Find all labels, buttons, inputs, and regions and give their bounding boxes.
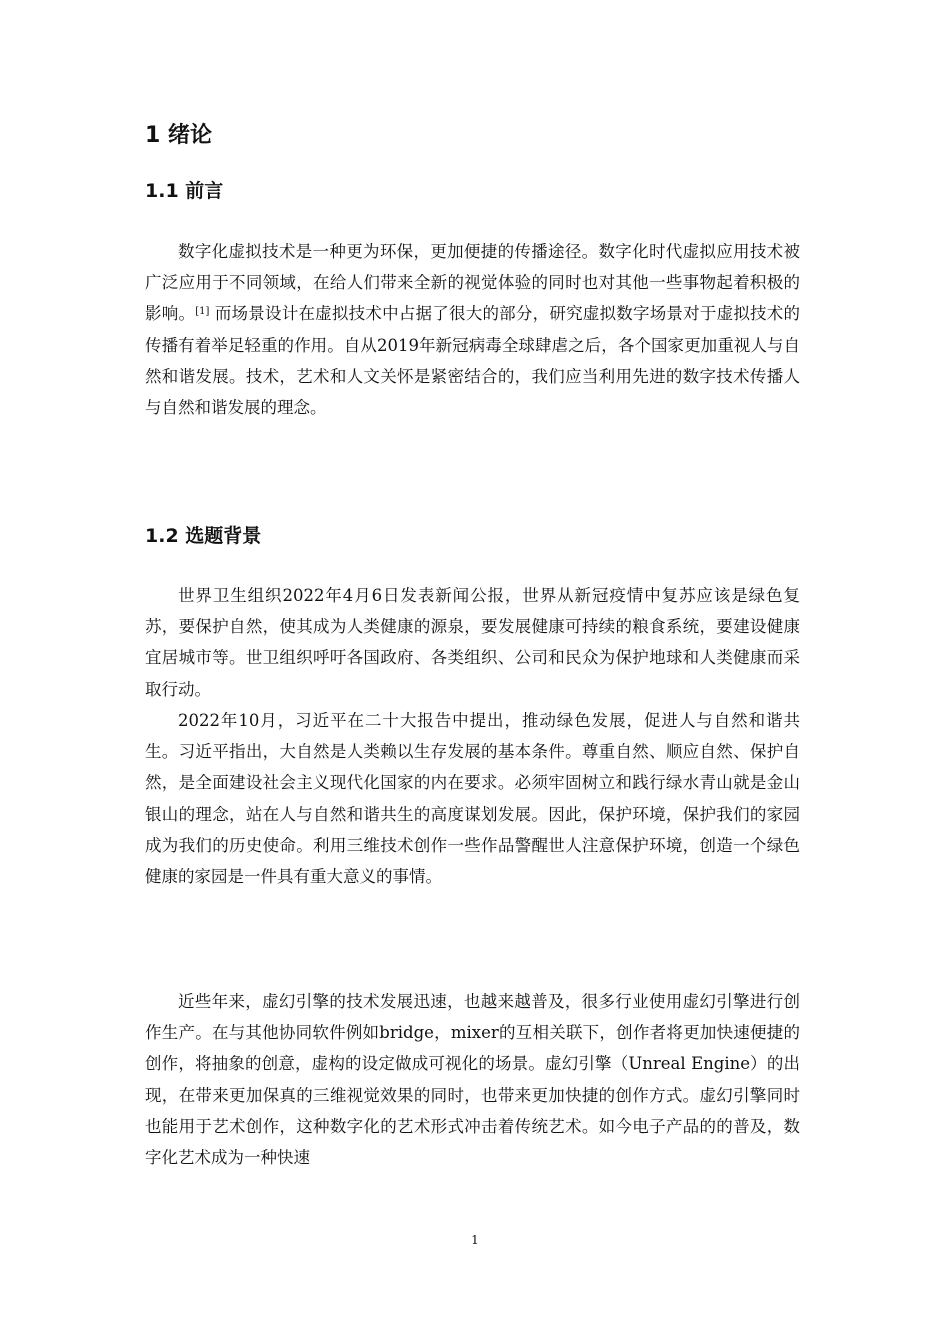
paragraph-preface	[145, 236, 800, 423]
paragraph-text: 数字化虚拟技术是一种更为环保，更加便捷的传播途径。数字化时代虚拟应用技术被广泛应用于不同领域，在给人们带来全新的视觉体验的同时也对其他一些事物起着积极的影响。	[145, 242, 800, 324]
paragraph-text: 而场景设计在虚拟技术中占据了很大的部分，研究虚拟数字场景对于虚拟技术的传播有着举足轻重的作用。自从2019年新冠病毒全球肆虐之后，各个国家更加重视人与自然和谐发展。技术，艺术和人文关怀是紧密结合的，我们应当利用先进的数字技术传播人与自然和谐发展的理念。	[145, 304, 801, 418]
paragraph-background-3: 近些年来，虚幻引擎的技术发展迅速，也越来越普及，很多行业使用虚幻引擎进行创作生产。在与其他协同软件例如bridge，mixer的互相关联下，创作者将更加快速便捷的创作，将抽象的创意，虚构的设定做成可视化的场景。虚幻引擎（Unreal Engine）的出现，在带来更加保真的三维视觉效果的同时，也带来更加快捷的创作方式。虚幻引擎同时也能用于艺术创作，这种数字化的艺术形式冲击着传统艺术。如今电子产品的的普及，数字化艺术成为一种快速	[145, 992, 800, 1168]
section-heading-preface: 1.1 前言	[145, 180, 224, 202]
paragraph-background-1: 世界卫生组织2022年4月6日发表新闻公报，世界从新冠疫情中复苏应该是绿色复苏，要保护自然，使其成为人类健康的源泉，要发展健康可持续的粮食系统，要建设健康宜居城市等。世卫组织呼吁各国政府、各类组织、公司和民众为保护地球和人类健康而采取行动。	[145, 586, 800, 699]
page-number: 1	[471, 1233, 479, 1247]
section-heading-background: 1.2 选题背景	[145, 525, 262, 547]
citation-marker[interactable]: [1]	[195, 306, 210, 318]
chapter-title: 1 绪论	[145, 123, 212, 148]
paragraph-background-2: 2022年10月，习近平在二十大报告中提出，推动绿色发展，促进人与自然和谐共生。习近平指出，大自然是人类赖以生存发展的基本条件。尊重自然、顺应自然、保护自然，是全面建设社会主义现代化国家的内在要求。必须牢固树立和践行绿水青山就是金山银山的理念，站在人与自然和谐共生的高度谋划发展。因此，保护环境，保护我们的家园成为我们的历史使命。利用三维技术创作一些作品警醒世人注意保护环境，创造一个绿色健康的家园是一件具有重大意义的事情。	[145, 711, 800, 887]
